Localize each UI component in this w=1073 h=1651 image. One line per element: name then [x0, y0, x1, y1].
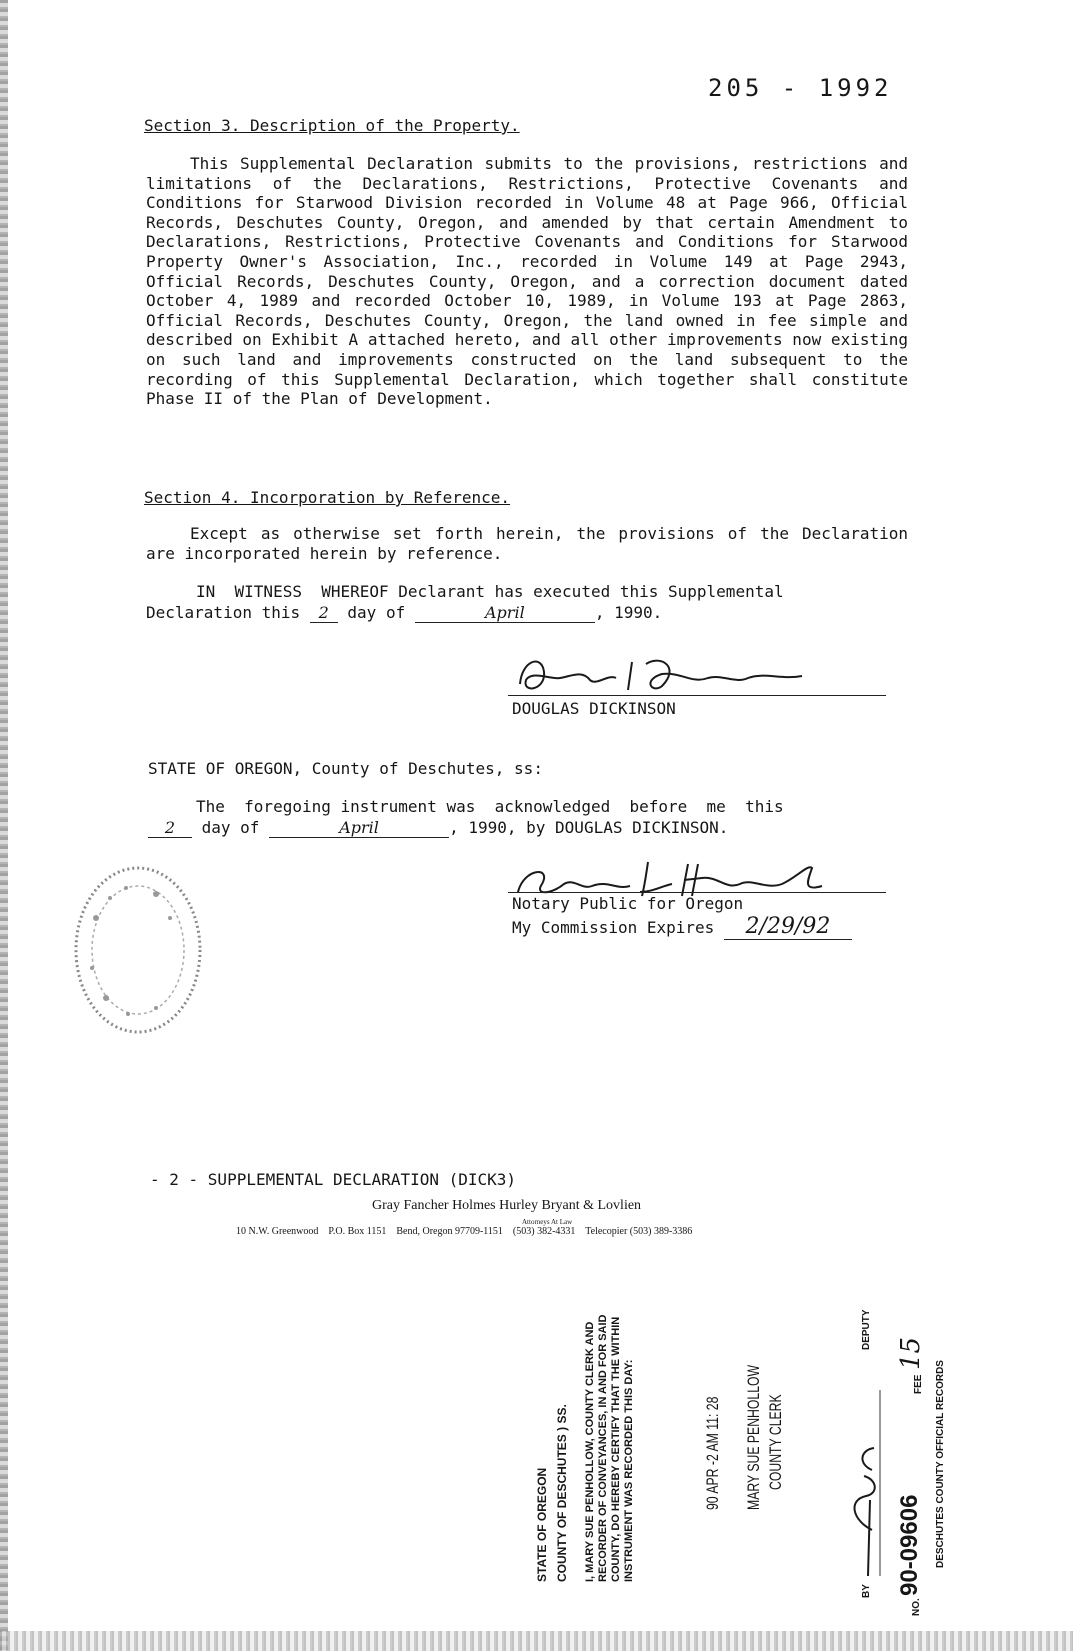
firm-address: 10 N.W. Greenwood P.O. Box 1151 Bend, Oregon 97709-1151 (503) 382-4331 Telecopier (503) 389-3386: [236, 1226, 693, 1237]
stamp-records-label: DESCHUTES COUNTY OFFICIAL RECORDS: [935, 1360, 946, 1568]
stamp-cert-line-4: INSTRUMENT WAS RECORDED THIS DAY:: [623, 1359, 635, 1582]
declarant-signature-line: [508, 695, 886, 696]
witness-year: , 1990.: [594, 603, 663, 622]
deputy-signature: [838, 1380, 884, 1580]
commission-label: My Commission Expires: [512, 918, 715, 937]
stamp-record-number: 90-09606: [896, 1494, 923, 1596]
notary-ack-line: The foregoing instrument was acknowledged before me this: [196, 797, 784, 816]
section-4-body: Except as otherwise set forth herein, the provisions of the Declaration are incorporated herein by reference.: [146, 524, 908, 563]
scan-edge-bottom: [0, 1631, 1073, 1651]
section-4-heading: Section 4. Incorporation by Reference.: [144, 488, 511, 507]
firm-subtitle: Attorneys At Law: [522, 1218, 573, 1226]
stamp-cert-line-3: COUNTY, DO HEREBY CERTIFY THAT THE WITHIN: [610, 1316, 622, 1582]
witness-line: IN WITNESS WHEREOF Declarant has executed this Supplemental: [196, 582, 784, 601]
notary-day: 2: [148, 818, 192, 838]
commission-date: 2/29/92: [724, 914, 852, 940]
stamp-clerk-title: COUNTY CLERK: [766, 1394, 785, 1490]
firm-name: Gray Fancher Holmes Hurley Bryant & Lovlien: [372, 1198, 642, 1213]
stamp-cert-line-2: RECORDER OF CONVEYANCES, IN AND FOR SAID: [597, 1314, 609, 1582]
stamp-by-label: BY: [861, 1584, 872, 1598]
declarant-signature: [512, 650, 812, 700]
footer-page-label: - 2 - SUPPLEMENTAL DECLARATION (DICK3): [150, 1170, 517, 1189]
stamp-cert-line-1: I, MARY SUE PENHOLLOW, COUNTY CLERK AND: [584, 1321, 596, 1582]
witness-mid: day of: [347, 603, 406, 622]
stamp-fee-label: FEE: [913, 1374, 924, 1394]
notary-month: April: [269, 818, 449, 838]
witness-prefix: Declaration this: [146, 603, 301, 622]
notary-commission-line: [512, 914, 852, 940]
stamp-deputy-label: DEPUTY: [861, 1309, 872, 1350]
notary-state-line: STATE OF OREGON, County of Deschutes, ss:: [148, 759, 543, 778]
declarant-name: DOUGLAS DICKINSON: [512, 699, 676, 718]
stamp-no-label: NO.: [911, 1598, 922, 1616]
witness-day: 2: [310, 603, 338, 623]
stamp-county-line: COUNTY OF DESCHUTES ) SS.: [555, 1404, 569, 1582]
scan-edge-left: [0, 0, 8, 1651]
section-3-body: This Supplemental Declaration submits to the provisions, restrictions and limitations of the Declarations, Restrictions, Protective Covenants and Conditions for Starwood Division recorded in Volume 48 at Page 966, Official Records, Deschutes County, Oregon, and amended by that certain Amendment to Declarations, Restrictions, Protective Covenants and Conditions for Starwood Property Owner's Association, Inc., recorded in Volume 149 at Page 2943, Official Records, Deschutes County, Oregon, and a correction document dated October 4, 1989 and recorded October 10, 1989, in Volume 193 at Page 2863, Official Records, Deschutes County, Oregon, the land owned in fee simple and described on Exhibit A attached hereto, and all other improvements now existing on such land and improvements constructed on the land subsequent to the recording of this Supplemental Declaration, which together shall constitute Phase II of the Plan of Development.: [146, 154, 908, 409]
witness-date-line: [146, 603, 662, 623]
witness-month: April: [415, 603, 595, 623]
notary-seal: [66, 858, 204, 1036]
stamp-fee-value: 15: [896, 1336, 926, 1370]
notary-signature-line: [508, 892, 886, 893]
notary-date-line: [148, 818, 728, 838]
document-number: 205 - 1992: [708, 74, 893, 102]
stamp-date: 90 APR -2 AM 11: 28: [703, 1396, 722, 1510]
notary-mid: day of: [201, 818, 260, 837]
notary-title: Notary Public for Oregon: [512, 894, 744, 913]
stamp-state-line: STATE OF OREGON: [535, 1467, 549, 1582]
notary-suffix: , 1990, by DOUGLAS DICKINSON.: [449, 818, 729, 837]
section-3-heading: Section 3. Description of the Property.: [144, 116, 520, 135]
stamp-clerk-name: MARY SUE PENHOLLOW: [744, 1364, 763, 1510]
